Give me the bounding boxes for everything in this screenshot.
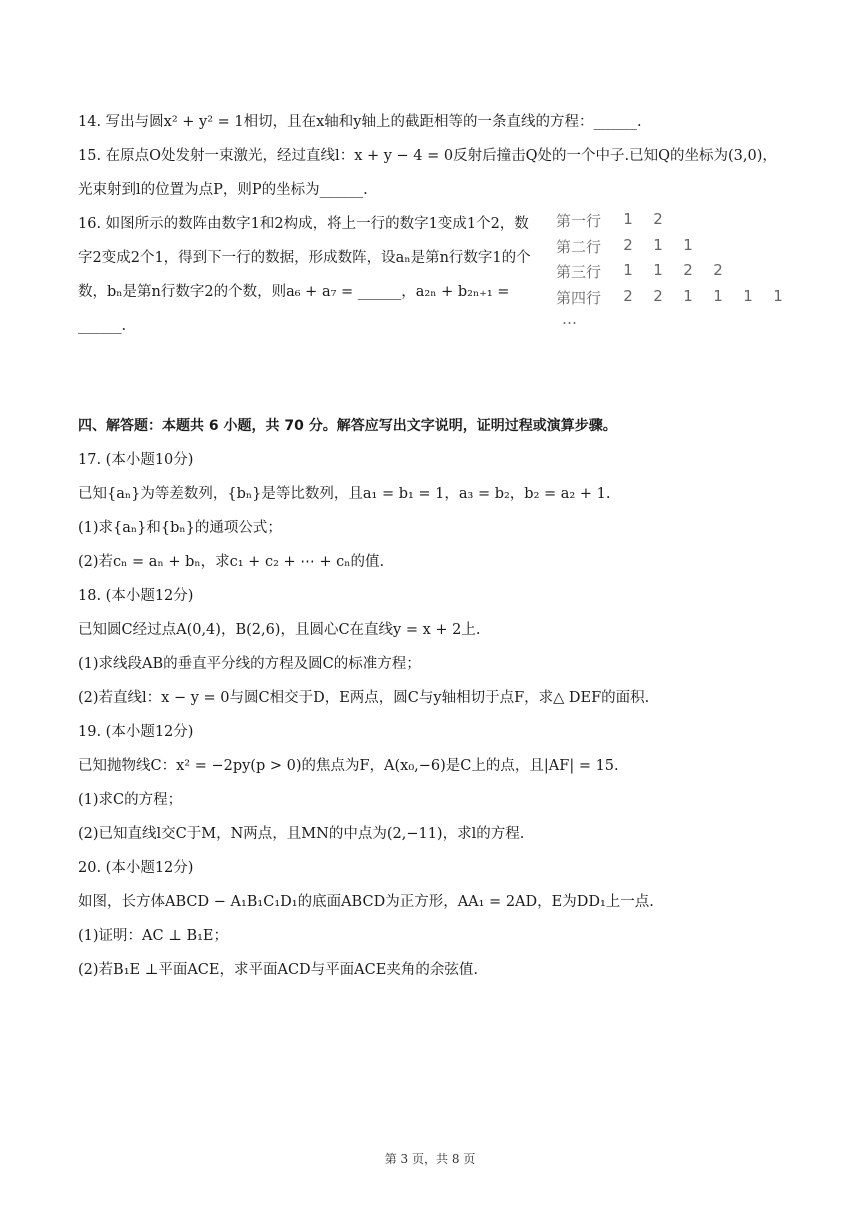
grid-cell: 1: [683, 236, 693, 254]
question-19-part-2: (2)已知直线l交C于M，N两点，且MN的中点为(2,−11)，求l的方程.: [78, 826, 525, 842]
question-15-line-1: 15. 在原点O处发射一束激光，经过直线l：x + y − 4 = 0反射后撞击Q处的一个中子.已知Q的坐标为(3,0)，: [78, 148, 777, 164]
question-18-part-2: (2)若直线l：x − y = 0与圆C相交于D，E两点，圆C与y轴相切于点F，求△ DEF的面积.: [78, 690, 650, 706]
grid-cell: 2: [623, 287, 633, 305]
question-18-stem: 已知圆C经过点A(0,4)，B(2,6)，且圆心C在直线y = x + 2上.: [78, 622, 481, 638]
question-15-line-2: 光束射到l的位置为点P，则P的坐标为______.: [78, 182, 368, 198]
question-16-line-2: 字2变成2个1，得到下一行的数据，形成数阵，设aₙ是第n行数字1的个: [78, 250, 531, 266]
grid-cell: 2: [653, 287, 663, 305]
grid-cell: 1: [623, 210, 633, 228]
question-19-stem: 已知抛物线C：x² = −2py(p > 0)的焦点为F，A(x₀,−6)是C上的点，且|AF| = 15.: [78, 758, 619, 774]
page-footer: 第 3 页，共 8 页: [384, 1152, 476, 1166]
grid-cell: 1: [653, 236, 663, 254]
grid-cell: 2: [653, 210, 663, 228]
grid-row-label: 第一行: [556, 212, 602, 230]
question-16-line-4: ______.: [78, 318, 127, 334]
grid-row-label: 第二行: [556, 238, 602, 256]
question-17-title: 17. (本小题10分): [78, 452, 194, 468]
question-18-title: 18. (本小题12分): [78, 588, 194, 604]
question-20-part-1: (1)证明：AC ⊥ B₁E；: [78, 928, 229, 944]
grid-ellipsis: …: [562, 310, 577, 328]
grid-cell: 2: [713, 261, 723, 279]
grid-cell: 1: [773, 287, 783, 305]
section-4-heading: 四、解答题：本题共 6 小题，共 70 分。解答应写出文字说明，证明过程或演算步骤。: [78, 418, 617, 434]
grid-row-label: 第四行: [556, 289, 602, 307]
question-19-title: 19. (本小题12分): [78, 724, 194, 740]
grid-cell: 1: [683, 287, 693, 305]
grid-cell: 1: [623, 261, 633, 279]
question-19-part-1: (1)求C的方程；: [78, 792, 183, 808]
question-20-stem: 如图，长方体ABCD − A₁B₁C₁D₁的底面ABCD为正方形，AA₁ = 2AD，E为DD₁上一点.: [78, 894, 654, 910]
question-14: 14. 写出与圆x² + y² = 1相切，且在x轴和y轴上的截距相等的一条直线的方程：______.: [78, 114, 642, 130]
grid-cell: 2: [623, 236, 633, 254]
grid-cell: 1: [653, 261, 663, 279]
grid-cell: 1: [743, 287, 753, 305]
question-20-title: 20. (本小题12分): [78, 860, 194, 876]
question-17-part-2: (2)若cₙ = aₙ + bₙ，求c₁ + c₂ + ⋯ + cₙ的值.: [78, 554, 385, 570]
question-16-line-3: 数，bₙ是第n行数字2的个数，则a₆ + a₇ = ______，a₂ₙ + b₂ₙ₊₁ =: [78, 284, 510, 300]
question-17-stem: 已知{aₙ}为等差数列，{bₙ}是等比数列，且a₁ = b₁ = 1，a₃ = b₂，b₂ = a₂ + 1.: [78, 486, 611, 502]
grid-cell: 2: [683, 261, 693, 279]
grid-row-label: 第三行: [556, 263, 602, 281]
question-17-part-1: (1)求{aₙ}和{bₙ}的通项公式；: [78, 520, 282, 536]
question-20-part-2: (2)若B₁E ⊥平面ACE，求平面ACD与平面ACE夹角的余弦值.: [78, 962, 478, 978]
question-16-line-1: 16. 如图所示的数阵由数字1和2构成，将上一行的数字1变成1个2，数: [78, 216, 529, 232]
grid-cell: 1: [713, 287, 723, 305]
question-18-part-1: (1)求线段AB的垂直平分线的方程及圆C的标准方程；: [78, 656, 421, 672]
